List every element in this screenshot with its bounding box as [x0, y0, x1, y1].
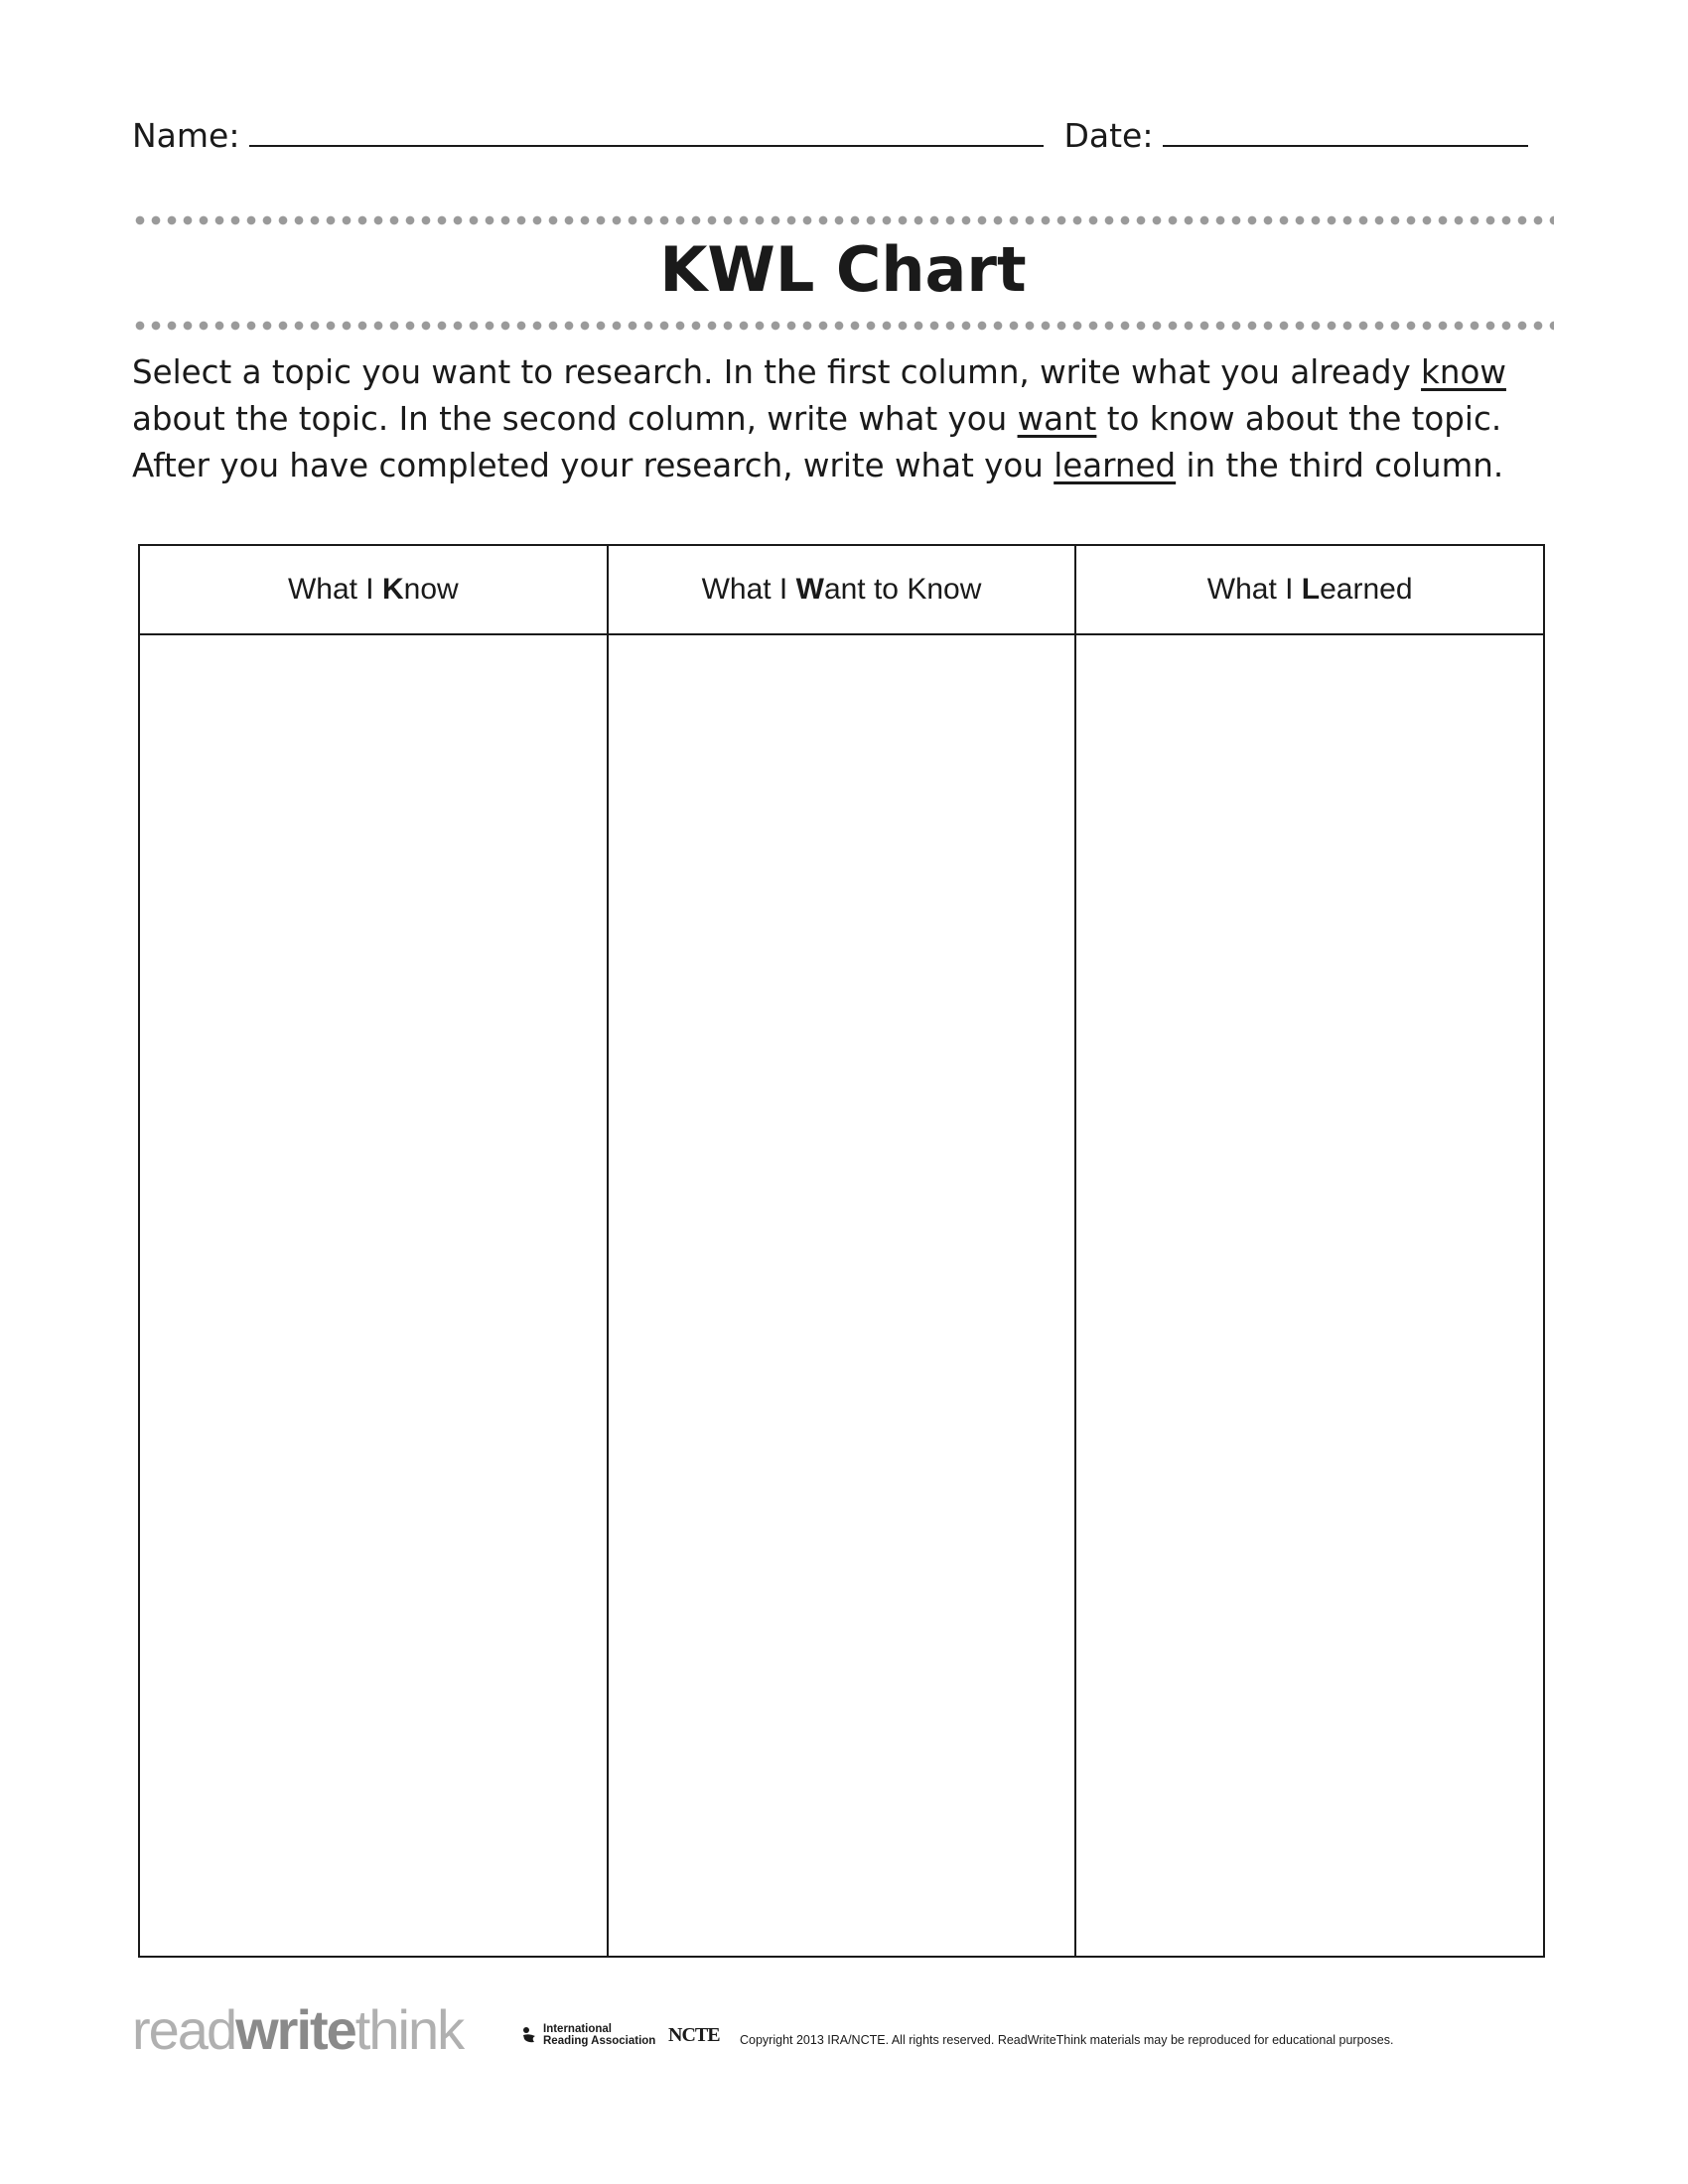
- date-label: Date:: [1063, 116, 1154, 155]
- instructions-text: about the topic. In the second column, write what you: [132, 400, 1018, 438]
- name-blank[interactable]: [249, 115, 1044, 147]
- instructions-underlined-learned: learned: [1054, 447, 1177, 484]
- learned-cell[interactable]: [1075, 634, 1544, 1957]
- name-date-line: [132, 111, 1522, 161]
- header-want-to-know: What I Want to Know: [608, 545, 1076, 634]
- ncte-logo: NCTE: [668, 2024, 720, 2046]
- ira-wordmark: International Reading Association: [543, 2023, 656, 2047]
- instructions-text: to know about the topic.: [1096, 400, 1502, 438]
- table-header-row: [139, 545, 1544, 634]
- kwl-table: [138, 544, 1545, 1958]
- copyright-notice: Copyright 2013 IRA/NCTE. All rights reserved. ReadWriteThink materials may be reproduced for educational purposes.: [740, 2033, 1394, 2047]
- dotted-divider-bottom: [132, 321, 1554, 331]
- instructions-text: After you have completed your research, write what you: [132, 447, 1055, 484]
- page-title: KWL Chart: [659, 233, 1027, 306]
- instructions-text: in the third column.: [1176, 447, 1504, 484]
- know-cell[interactable]: [139, 634, 608, 1957]
- want-to-know-cell[interactable]: [608, 634, 1076, 1957]
- readwritethink-logo: readwritethink: [132, 1998, 464, 2061]
- footer: [132, 2000, 1562, 2060]
- ira-logo-icon: [521, 2026, 537, 2044]
- header-learned: What I Learned: [1075, 545, 1544, 634]
- header-know: What I Know: [139, 545, 608, 634]
- table-row: [139, 634, 1544, 1957]
- dotted-divider-top: [132, 215, 1554, 225]
- date-blank[interactable]: [1163, 115, 1528, 147]
- instructions-text: Select a topic you want to research. In the first column, write what you already: [132, 353, 1422, 391]
- name-label: Name:: [132, 116, 240, 155]
- instructions-underlined-know: know: [1421, 353, 1506, 391]
- instructions-underlined-want: want: [1017, 400, 1097, 438]
- instructions: [132, 349, 1562, 489]
